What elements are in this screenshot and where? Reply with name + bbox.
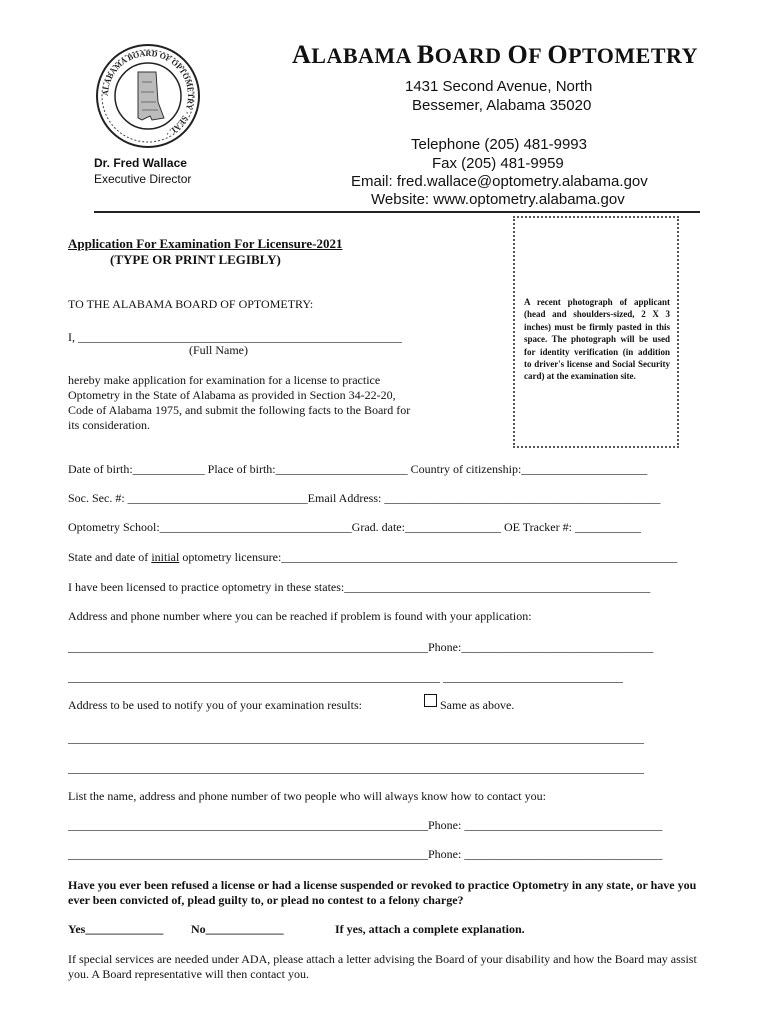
address-phone-field-1[interactable]: ____________________________________________________________Phone:________________________________	[68, 640, 654, 654]
director-title: Executive Director	[94, 172, 192, 186]
yes-field[interactable]: Yes_____________	[68, 922, 164, 936]
address-prompt: Address and phone number where you can be reached if problem is found with your application:	[68, 609, 532, 623]
photo-instructions: A recent photograph of applicant (head and shoulders-sized, 2 X 3 inches) must be firmly pasted in this space. The photograph will be used for identity verification (in addition to driver's license and Social Security card) at the examination site.	[524, 297, 670, 382]
salutation: TO THE ALABAMA BOARD OF OPTOMETRY:	[68, 297, 314, 311]
form-title: Application For Examination For Licensure-2021	[68, 236, 343, 251]
initial-licensure-label-underlined: initial	[151, 550, 180, 564]
ssn-email-fields[interactable]: Soc. Sec. #: ______________________________Email Address: ______________________________________________	[68, 491, 661, 505]
telephone: Telephone (205) 481-9993	[411, 136, 587, 153]
full-name-field[interactable]: I, ______________________________________________________	[68, 330, 402, 344]
form-subtitle: (TYPE OR PRINT LEGIBLY)	[110, 252, 281, 267]
board-title	[292, 40, 698, 70]
licensed-states-field[interactable]: I have been licensed to practice optometry in these states:___________________________________________________	[68, 580, 651, 594]
same-as-above-label: Same as above.	[440, 698, 515, 712]
initial-licensure-label-pre: State and date of	[68, 550, 152, 564]
ada-notice: If special services are needed under ADA, please attach a letter advising the Board of your disability and how the Board may assist you. A Board representative will then contact you.	[68, 952, 697, 981]
attach-explanation-note: If yes, attach a complete explanation.	[335, 922, 525, 936]
application-statement: hereby make application for examination for a license to practice Optometry in the State of Alabama as provided in Section 34-22-20, Code of Alabama 1975, and submit the following facts to the Board for its consideration.	[68, 373, 411, 432]
email: Email: fred.wallace@optometry.alabama.gov	[351, 173, 648, 190]
address-phone-field-2[interactable]: ______________________________________________________________ ______________________________	[68, 670, 623, 684]
board-seal-logo	[94, 42, 202, 150]
director-name: Dr. Fred Wallace	[94, 156, 187, 170]
full-name-caption: (Full Name)	[189, 343, 248, 357]
license-question: Have you ever been refused a license or had a license suspended or revoked to practice Optometry in any state, or have you ever been convicted of, plead guilty to, or plead no contest to a felony charge?	[68, 878, 697, 907]
notify-address-field-1[interactable]: ________________________________________________________________________________________________	[68, 731, 644, 745]
same-as-above-checkbox[interactable]	[424, 694, 437, 707]
school-grad-oe-fields[interactable]: Optometry School:________________________________Grad. date:________________ OE Tracker #: ___________	[68, 520, 641, 534]
fax: Fax (205) 481-9959	[432, 155, 564, 172]
svg-text:ALABAMA BOARD OF OPTOMETRY · S: ALABAMA BOARD OF OPTOMETRY · SEAL ·	[100, 48, 196, 139]
initial-licensure-field[interactable]	[68, 550, 677, 565]
dob-place-citizenship-fields[interactable]: Date of birth:____________ Place of birth:______________________ Country of citizenship:_____________________	[68, 462, 648, 476]
header-rule	[94, 211, 700, 213]
website: Website: www.optometry.alabama.gov	[371, 191, 625, 208]
contact-field-1[interactable]: ____________________________________________________________Phone: _________________________________	[68, 818, 663, 832]
notify-address-field-2[interactable]: ________________________________________________________________________________________________	[68, 761, 644, 775]
address-line-1: 1431 Second Avenue, North	[405, 78, 593, 95]
address-line-2: Bessemer, Alabama 35020	[412, 97, 592, 114]
contact-field-2[interactable]: ____________________________________________________________Phone: _________________________________	[68, 847, 663, 861]
board-title-text: ALABAMA BOARD OF OPTOMETRY	[292, 40, 699, 69]
notify-address-label: Address to be used to notify you of your examination results:	[68, 698, 362, 712]
contacts-prompt: List the name, address and phone number of two people who will always know how to contact you:	[68, 789, 546, 803]
initial-licensure-label-post: optometry licensure:__________________________________________________________________	[179, 550, 678, 564]
no-field[interactable]: No_____________	[191, 922, 284, 936]
